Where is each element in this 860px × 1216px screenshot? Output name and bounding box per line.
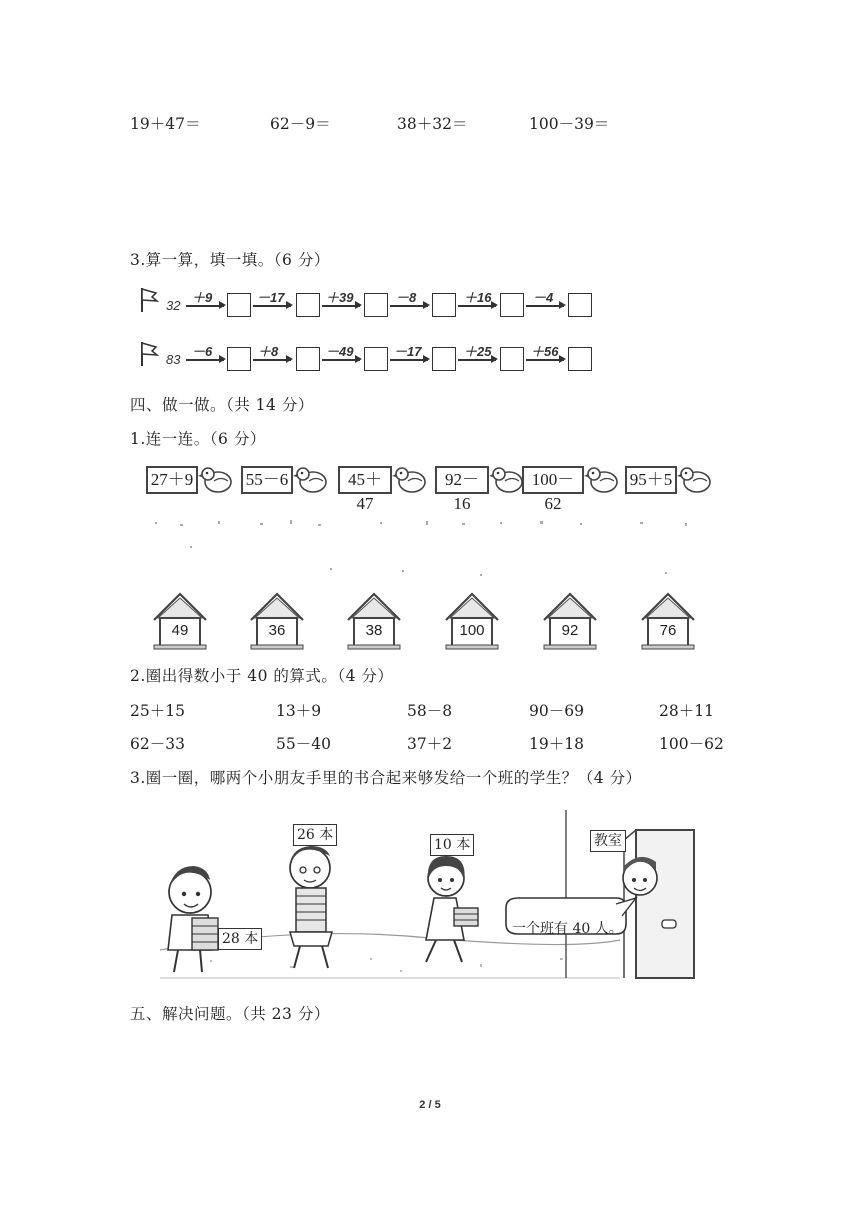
answer-box[interactable] <box>500 347 524 371</box>
expression-item[interactable]: 37＋2 <box>407 735 453 753</box>
speech-bubble-text: 一个班有 40 人。 <box>512 921 623 937</box>
book-count-tag: 28 本 <box>218 928 262 950</box>
answer-box[interactable] <box>500 293 524 317</box>
arrow-icon <box>458 359 496 361</box>
house-number: 38 <box>365 622 383 639</box>
chain-operation: －6 <box>192 344 213 359</box>
house-icon[interactable] <box>148 590 212 652</box>
calc-item: 100－39＝ <box>529 115 610 133</box>
house-number: 76 <box>659 622 677 639</box>
flag-icon <box>138 341 160 367</box>
chain-start-number: 83 <box>166 352 181 367</box>
section-heading: 四、做一做。（共 14 分） <box>130 396 314 414</box>
children-illustration <box>150 800 710 985</box>
expression-item[interactable]: 25＋15 <box>130 702 185 720</box>
expression-item[interactable]: 13＋9 <box>276 702 322 720</box>
answer-box[interactable] <box>432 293 456 317</box>
answer-box[interactable] <box>296 293 320 317</box>
house-icon[interactable] <box>245 590 309 652</box>
arrow-icon <box>186 359 224 361</box>
expression-item[interactable]: 28＋11 <box>659 702 714 720</box>
chain-operation: ＋9 <box>192 290 213 305</box>
chain-operation: ＋25 <box>464 344 492 359</box>
answer-box[interactable] <box>432 347 456 371</box>
expression-item[interactable]: 90－69 <box>529 702 584 720</box>
arrow-icon <box>322 359 360 361</box>
house-number: 100 <box>459 622 485 639</box>
bird-icon <box>198 463 234 495</box>
question-heading: 3.算一算，填一填。（6 分） <box>130 251 330 269</box>
house-number: 36 <box>268 622 286 639</box>
calc-item: 62－9＝ <box>270 115 331 133</box>
house-icon[interactable] <box>342 590 406 652</box>
expression-card[interactable]: 27＋9 <box>146 466 198 494</box>
expression-item[interactable]: 58－8 <box>407 702 453 720</box>
bird-icon <box>489 463 525 495</box>
expression-card[interactable]: 95＋5 <box>625 466 677 494</box>
bird-icon <box>677 463 713 495</box>
house-icon[interactable] <box>636 590 700 652</box>
page-number: 2 / 5 <box>419 1099 441 1111</box>
expression-card[interactable]: 55－6 <box>241 466 293 494</box>
answer-box[interactable] <box>364 293 388 317</box>
house-number: 49 <box>171 622 189 639</box>
answer-box[interactable] <box>227 347 251 371</box>
expression-card[interactable]: 45＋47 <box>338 466 392 494</box>
question-heading: 3.圈一圈，哪两个小朋友手里的书合起来够发给一个班的学生？（4 分） <box>130 769 642 787</box>
book-count-tag: 26 本 <box>293 824 337 846</box>
flag-icon <box>138 287 160 313</box>
chain-operation: ＋56 <box>531 344 559 359</box>
chain-operation: －49 <box>326 344 354 359</box>
answer-box[interactable] <box>227 293 251 317</box>
chain-operation: －17 <box>394 344 422 359</box>
book-count-tag: 10 本 <box>430 834 474 856</box>
house-icon[interactable] <box>538 590 602 652</box>
chain-operation: －17 <box>257 290 285 305</box>
answer-box[interactable] <box>364 347 388 371</box>
section-heading: 五、解决问题。（共 23 分） <box>130 1005 330 1023</box>
bird-icon <box>584 463 620 495</box>
chain-start-number: 32 <box>166 298 181 313</box>
expression-item[interactable]: 55－40 <box>276 735 331 753</box>
bird-icon <box>392 463 428 495</box>
chain-operation: ＋39 <box>326 290 354 305</box>
arrow-icon <box>253 359 291 361</box>
calc-item: 38＋32＝ <box>397 115 468 133</box>
arrow-icon <box>253 305 291 307</box>
arrow-icon <box>390 305 428 307</box>
chain-operation: ＋16 <box>464 290 492 305</box>
expression-item[interactable]: 19＋18 <box>529 735 584 753</box>
arrow-icon <box>526 305 564 307</box>
question-heading: 1.连一连。（6 分） <box>130 430 266 448</box>
answer-box[interactable] <box>568 293 592 317</box>
expression-item[interactable]: 62－33 <box>130 735 185 753</box>
chain-operation: －4 <box>533 290 554 305</box>
scan-noise <box>140 512 720 582</box>
expression-card[interactable]: 92－16 <box>435 466 489 494</box>
answer-box[interactable] <box>296 347 320 371</box>
arrow-icon <box>526 359 564 361</box>
question-heading: 2.圈出得数小于 40 的算式。（4 分） <box>130 667 394 685</box>
arrow-icon <box>458 305 496 307</box>
classroom-sign: 教室 <box>590 830 626 852</box>
expression-item[interactable]: 100－62 <box>659 735 724 753</box>
bird-icon <box>293 463 329 495</box>
arrow-icon <box>322 305 360 307</box>
expression-card[interactable]: 100－62 <box>522 466 584 494</box>
calc-item: 19＋47＝ <box>130 115 201 133</box>
chain-operation: ＋8 <box>258 344 279 359</box>
arrow-icon <box>186 305 224 307</box>
house-icon[interactable] <box>440 590 504 652</box>
chain-operation: －8 <box>396 290 417 305</box>
house-number: 92 <box>561 622 579 639</box>
arrow-icon <box>390 359 428 361</box>
answer-box[interactable] <box>568 347 592 371</box>
